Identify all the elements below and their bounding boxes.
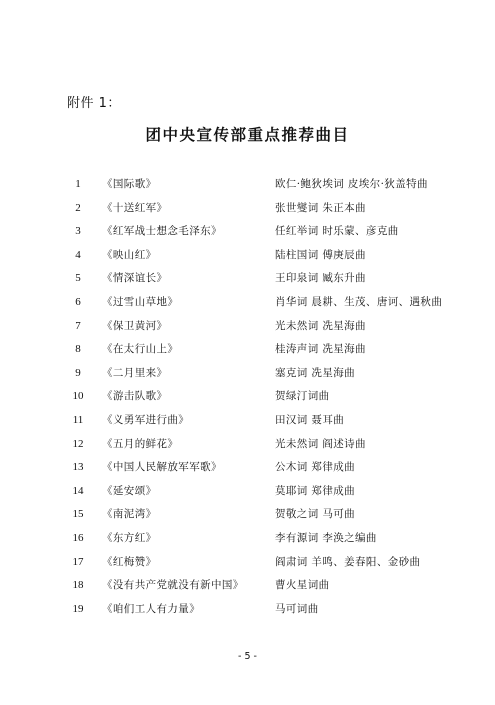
song-credit: 莫耶词 郑律成曲 [275, 484, 356, 497]
song-credit: 欧仁·鲍狄埃词 皮埃尔·狄盖特曲 [275, 178, 428, 190]
song-row [0, 291, 495, 315]
attachment-label: 附件 1： [67, 96, 121, 111]
song-credit: 陆柱国词 傅庚辰曲 [275, 248, 366, 261]
song-title: 《情深谊长》 [102, 272, 168, 285]
page-number: - 5 - [238, 651, 257, 662]
song-row [0, 598, 495, 622]
song-number: 4 [75, 248, 81, 261]
song-row [0, 197, 495, 221]
song-row [0, 220, 495, 244]
song-credit: 塞克词 冼星海曲 [275, 366, 356, 379]
song-number: 2 [75, 201, 81, 214]
song-credit: 贺敬之词 马可曲 [275, 508, 356, 521]
song-number: 9 [75, 366, 81, 379]
song-title: 《没有共产党就没有新中国》 [102, 579, 244, 592]
song-row [0, 267, 495, 291]
song-row [0, 503, 495, 527]
song-title: 《义勇军进行曲》 [102, 413, 190, 426]
song-number: 13 [72, 461, 84, 474]
song-title: 《东方红》 [102, 531, 157, 544]
song-title: 《在太行山上》 [102, 343, 179, 356]
song-number: 1 [75, 178, 81, 190]
song-number: 19 [72, 602, 84, 615]
song-row [0, 409, 495, 433]
song-credit: 光未然词 阎述诗曲 [275, 437, 366, 450]
song-title: 《保卫黄河》 [102, 319, 168, 332]
song-title: 《游击队歌》 [102, 390, 168, 403]
song-credit: 张世燮词 朱正本曲 [275, 201, 366, 214]
song-number: 15 [72, 508, 84, 521]
song-credit: 阎肃词 羊鸣、姜春阳、金砂曲 [275, 555, 421, 568]
song-credit: 任红举词 时乐蒙、彦克曲 [275, 225, 399, 238]
song-title: 《咱们工人有力量》 [102, 602, 201, 615]
song-row [0, 362, 495, 386]
song-credit: 桂涛声词 冼星海曲 [275, 343, 366, 356]
song-row [0, 456, 495, 480]
song-number: 6 [75, 295, 81, 308]
song-number: 5 [75, 272, 81, 285]
song-credit: 贺绿汀词曲 [275, 390, 330, 403]
song-credit: 王印泉词 臧东升曲 [275, 272, 366, 285]
song-title: 《红梅赞》 [102, 555, 157, 568]
song-row [0, 173, 495, 197]
song-row [0, 315, 495, 339]
song-credit: 公木词 郑律成曲 [275, 461, 356, 474]
song-credit: 曹火星词曲 [275, 579, 330, 592]
song-credit: 田汉词 聂耳曲 [275, 413, 345, 426]
song-credit: 李有源词 李涣之编曲 [275, 531, 377, 544]
song-number: 12 [72, 437, 84, 450]
song-number: 8 [75, 343, 81, 356]
song-number: 18 [72, 579, 84, 592]
song-number: 11 [72, 413, 84, 426]
song-row [0, 338, 495, 362]
song-row [0, 480, 495, 504]
song-title: 《中国人民解放军军歌》 [102, 461, 222, 474]
song-title: 《十送红军》 [102, 201, 168, 214]
song-credit: 光未然词 冼星海曲 [275, 319, 366, 332]
song-number: 3 [75, 225, 81, 238]
song-row [0, 527, 495, 551]
song-title: 《映山红》 [102, 248, 157, 261]
song-title: 《延安颂》 [102, 484, 157, 497]
song-credit: 马可词曲 [275, 602, 319, 615]
song-row [0, 385, 495, 409]
song-row [0, 244, 495, 268]
song-title: 《国际歌》 [102, 178, 157, 190]
song-row [0, 551, 495, 575]
song-row [0, 574, 495, 598]
song-title: 《南泥湾》 [102, 508, 157, 521]
song-title: 《红军战士想念毛泽东》 [102, 225, 222, 238]
document-title: 团中央宣传部重点推荐曲目 [145, 126, 350, 144]
song-row [0, 433, 495, 457]
song-number: 14 [72, 484, 84, 497]
song-number: 16 [72, 531, 84, 544]
song-number: 10 [72, 390, 84, 403]
song-list [0, 173, 495, 621]
song-number: 7 [75, 319, 81, 332]
song-title: 《二月里来》 [102, 366, 168, 379]
song-number: 17 [72, 555, 84, 568]
song-credit: 肖华词 晨耕、生茂、唐诃、遇秋曲 [275, 295, 443, 308]
song-title: 《过雪山草地》 [102, 295, 179, 308]
song-title: 《五月的鲜花》 [102, 437, 179, 450]
